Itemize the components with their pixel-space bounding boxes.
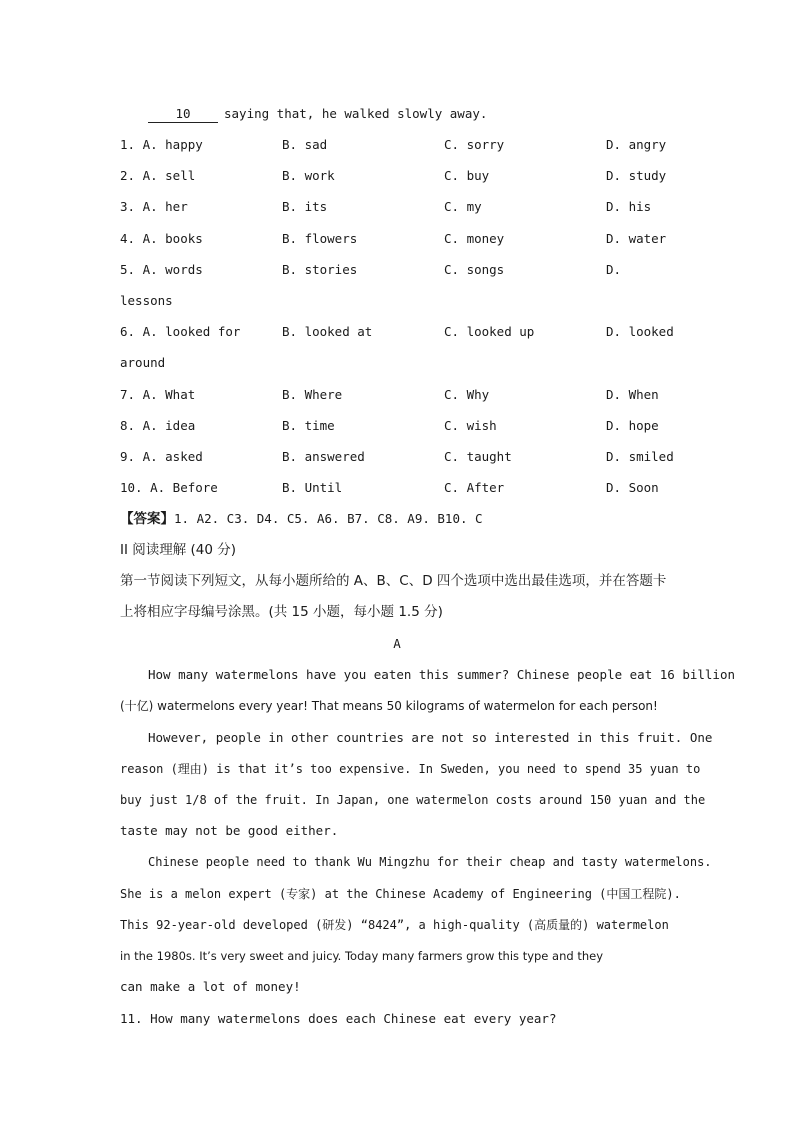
- option-c: C. money: [444, 231, 505, 246]
- option-c: C. my: [444, 199, 482, 214]
- option-d: D. smiled: [606, 449, 674, 464]
- option-b: B. sad: [282, 137, 328, 152]
- passage-line: (十亿) watermelons every year! That means 50 kilograms of watermelon for each person!: [120, 699, 658, 713]
- option-c: C. buy: [444, 168, 490, 183]
- passage-line: in the 1980s. It’s very sweet and juicy. Today many farmers grow this type and they: [120, 949, 604, 963]
- section-title: II 阅读理解 (40 分): [120, 542, 237, 558]
- option-c: C. looked up: [444, 324, 535, 339]
- passage-line: buy just 1/8 of the fruit. In Japan, one watermelon costs around 150 yuan and the: [120, 793, 706, 807]
- passage-line: She is a melon expert (专家) at the Chinese Academy of Engineering (中国工程院).: [120, 887, 681, 901]
- instructions-line-1: 第一节阅读下列短文，从每小题所给的 A、B、C、D 四个选项中选出最佳选项，并在答题卡: [120, 573, 667, 589]
- question-11: 11. How many watermelons does each Chinese eat every year?: [120, 1011, 557, 1026]
- option-a: 8. A. idea: [120, 418, 196, 433]
- option-a: 6. A. looked for: [120, 324, 241, 339]
- option-d: D. When: [606, 387, 659, 402]
- option-c: C. Why: [444, 387, 490, 402]
- option-d-wrap: lessons: [120, 293, 173, 308]
- option-c: C. taught: [444, 449, 512, 464]
- answer-line: [120, 511, 483, 527]
- blank-10: 10: [148, 106, 218, 123]
- passage-line: can make a lot of money!: [120, 979, 301, 994]
- option-a: 7. A. What: [120, 387, 196, 402]
- option-a: 4. A. books: [120, 231, 203, 246]
- option-b: B. answered: [282, 449, 365, 464]
- option-a: 5. A. words: [120, 262, 203, 277]
- answer-text: 1. A2. C3. D4. C5. A6. B7. C8. A9. B10. C: [174, 511, 483, 526]
- passage-line: How many watermelons have you eaten this summer? Chinese people eat 16 billion: [148, 667, 735, 682]
- passage-line: taste may not be good either.: [120, 823, 339, 838]
- option-d: D.: [606, 262, 622, 277]
- passage-line: Chinese people need to thank Wu Mingzhu for their cheap and tasty watermelons.: [148, 855, 712, 869]
- option-b: B. time: [282, 418, 335, 433]
- option-d: D. Soon: [606, 480, 659, 495]
- option-d: D. angry: [606, 137, 667, 152]
- option-a: 3. A. her: [120, 199, 188, 214]
- option-b: B. flowers: [282, 231, 358, 246]
- option-b: B. looked at: [282, 324, 373, 339]
- option-a: 1. A. happy: [120, 137, 203, 152]
- option-d-wrap: around: [120, 355, 166, 370]
- passage-line: reason (理由) is that it’s too expensive. In Sweden, you need to spend 35 yuan to: [120, 762, 701, 776]
- option-c: C. songs: [444, 262, 505, 277]
- passage-line: However, people in other countries are not so interested in this fruit. One: [148, 730, 713, 745]
- passage-label: A: [393, 636, 401, 651]
- option-c: C. wish: [444, 418, 497, 433]
- passage-line: This 92-year-old developed (研发) “8424”, a high-quality (高质量的) watermelon: [120, 918, 669, 932]
- option-d: D. his: [606, 199, 652, 214]
- option-c: C. After: [444, 480, 505, 495]
- option-a: 9. A. asked: [120, 449, 203, 464]
- option-b: B. Where: [282, 387, 343, 402]
- option-c: C. sorry: [444, 137, 505, 152]
- option-d: D. hope: [606, 418, 659, 433]
- option-b: B. work: [282, 168, 335, 183]
- option-b: B. its: [282, 199, 328, 214]
- top-line-text: saying that, he walked slowly away.: [224, 106, 488, 121]
- option-b: B. stories: [282, 262, 358, 277]
- option-a: 2. A. sell: [120, 168, 196, 183]
- option-d: D. looked: [606, 324, 674, 339]
- top-line: [120, 106, 487, 123]
- instructions-line-2: 上将相应字母编号涂黑。(共 15 小题，每小题 1.5 分): [120, 604, 443, 620]
- option-b: B. Until: [282, 480, 343, 495]
- option-d: D. water: [606, 231, 667, 246]
- option-d: D. study: [606, 168, 667, 183]
- answer-label: 【答案】: [120, 511, 174, 527]
- option-a: 10. A. Before: [120, 480, 218, 495]
